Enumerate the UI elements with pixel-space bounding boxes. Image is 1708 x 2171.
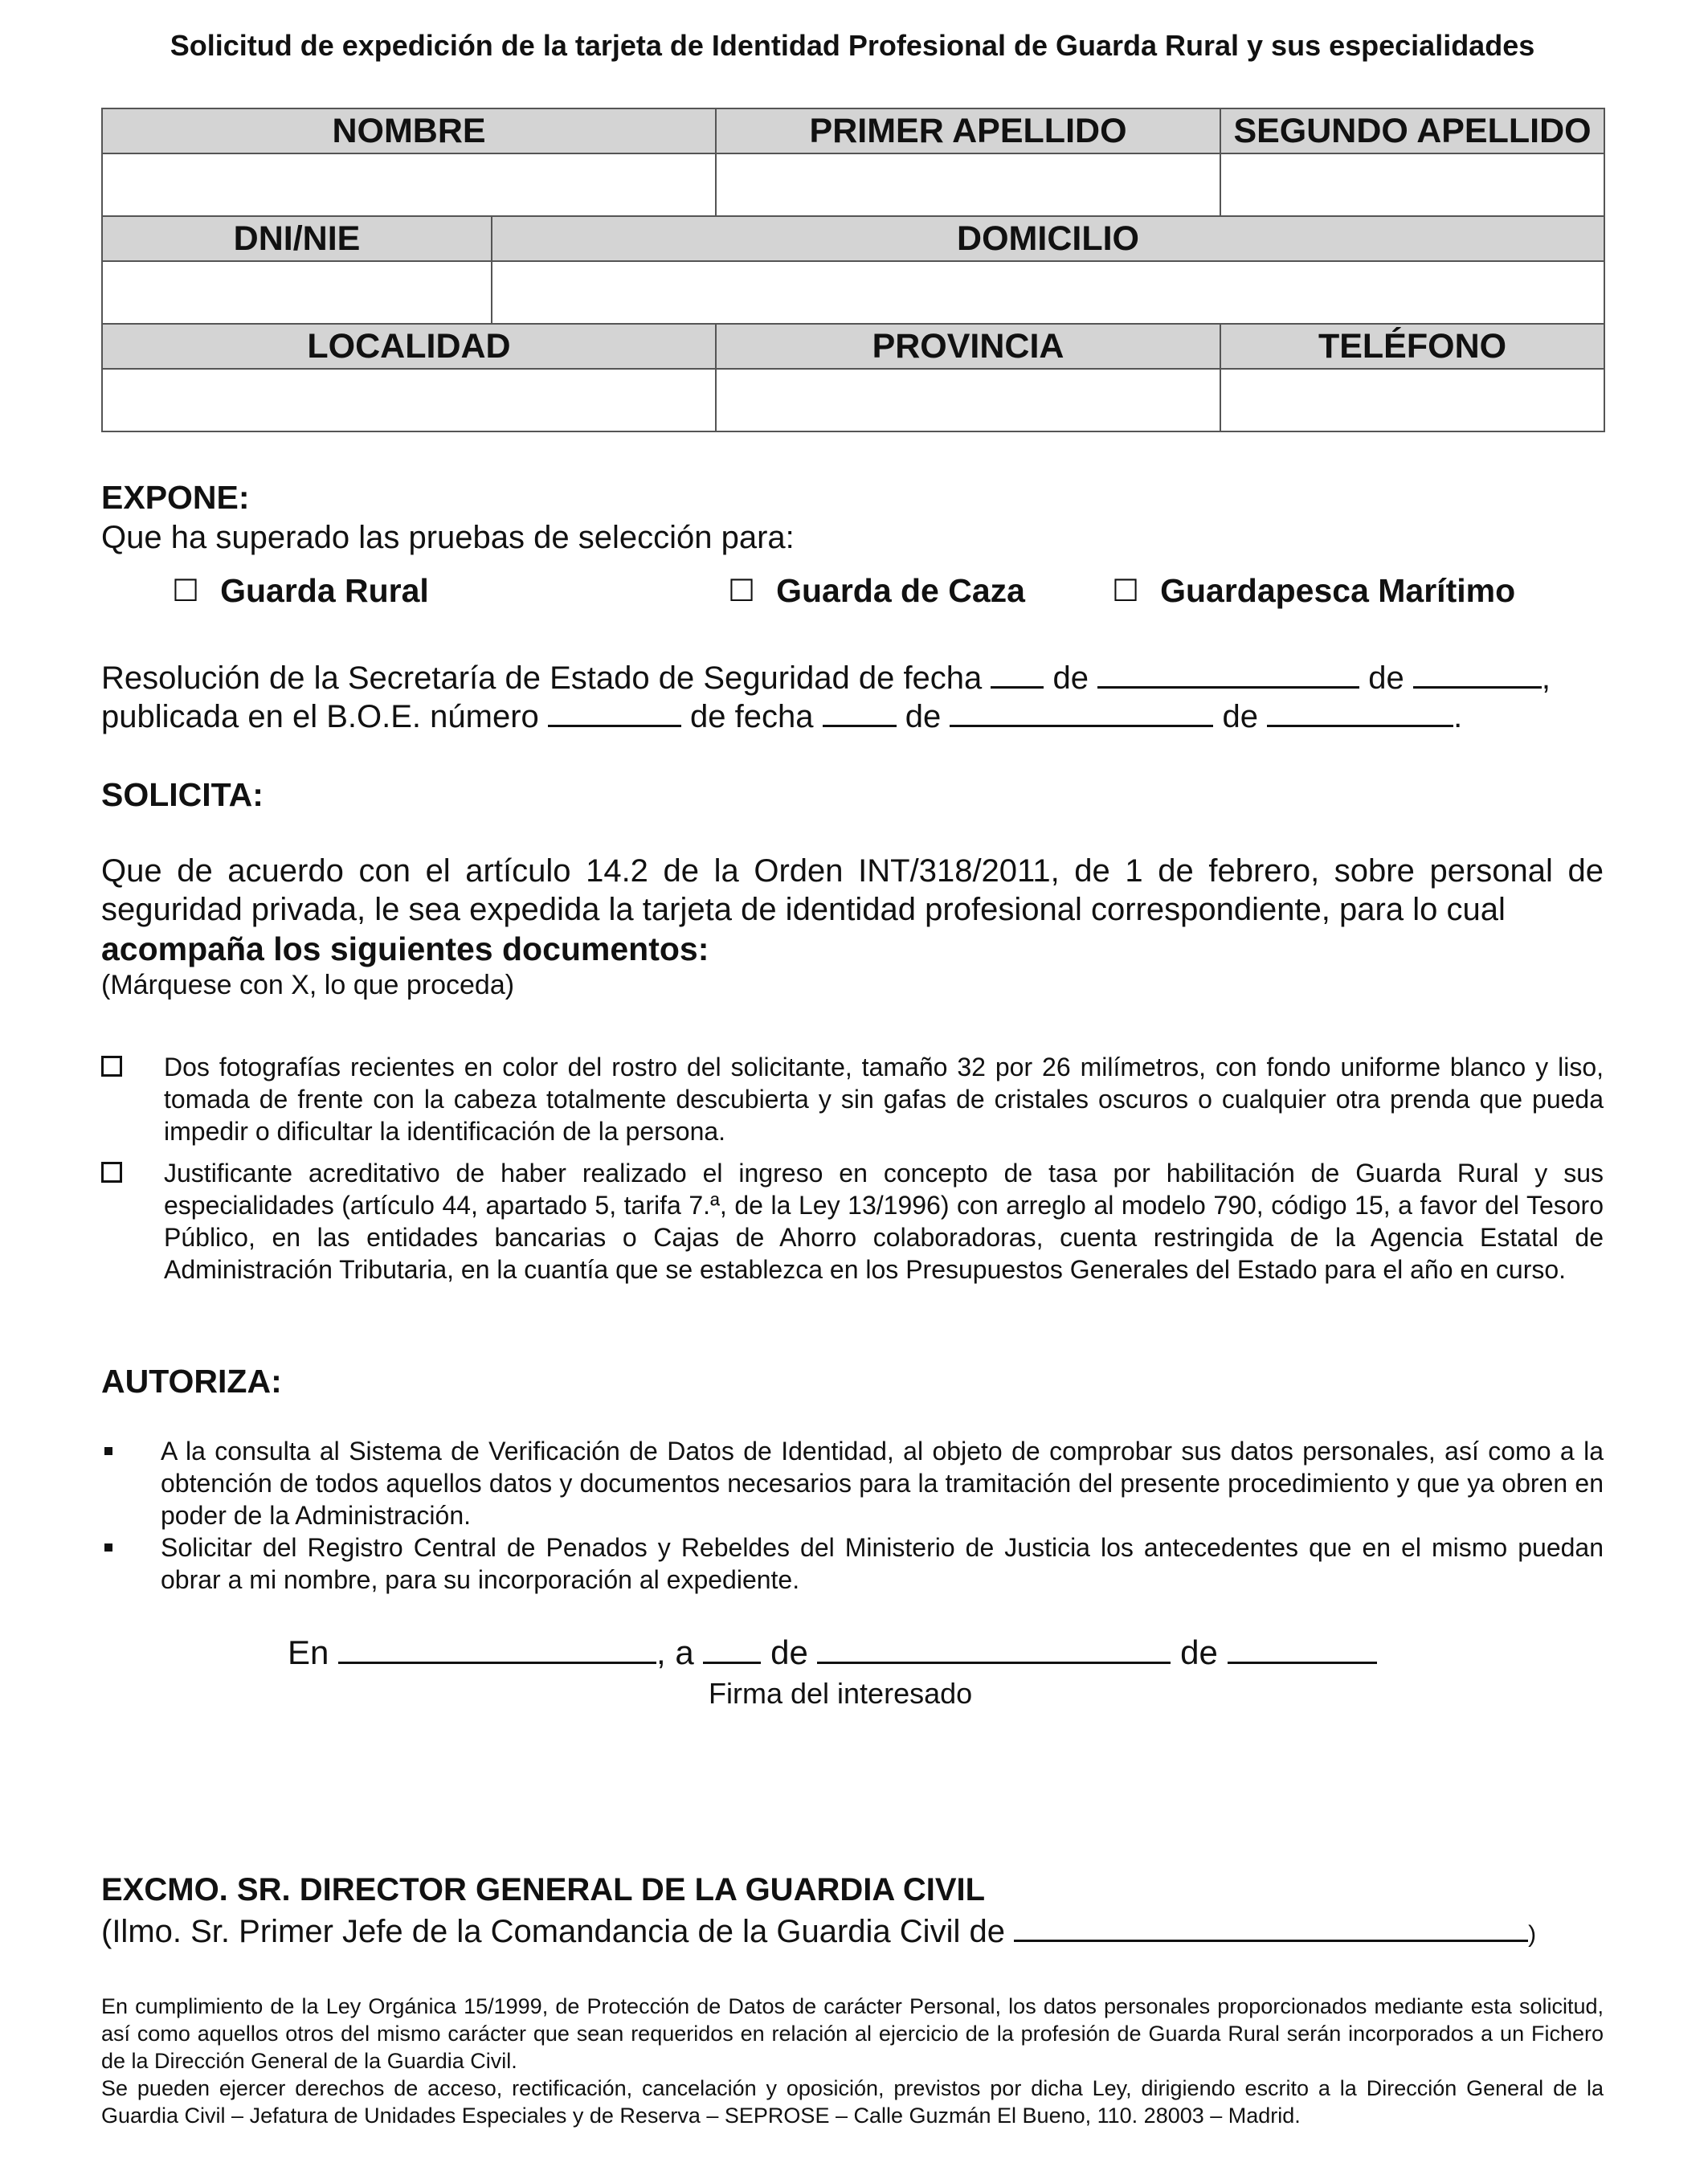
recipient-subtitle bbox=[101, 1911, 1536, 1954]
document-checkbox[interactable] bbox=[101, 1056, 122, 1077]
de-text: de bbox=[1222, 699, 1258, 734]
expone-heading: EXPONE: bbox=[101, 479, 250, 516]
comma-text: , bbox=[1541, 660, 1551, 696]
solicita-bold-line: acompaña los siguientes documentos: bbox=[101, 930, 709, 967]
nombre-cell bbox=[102, 153, 716, 216]
option-guarda-rural[interactable] bbox=[172, 572, 429, 610]
document-text: Dos fotografías recientes en color del rostro del solicitante, tamaño 32 por 26 milímetros, con fondo uniforme blanco y liso, tomada de frente con la cabeza totalmente descubierta y sin gafas de cristales oscuros o cualquier otra prenda que pueda impedir o dificultar la identificación de la persona. bbox=[164, 1053, 1604, 1146]
bullet-icon bbox=[104, 1543, 112, 1552]
publicada-line bbox=[101, 696, 1604, 736]
header-segundo-apellido: SEGUNDO APELLIDO bbox=[1220, 108, 1604, 153]
resolucion-month-blank[interactable] bbox=[1097, 657, 1359, 689]
checkbox-icon[interactable]: ☐ bbox=[172, 574, 200, 608]
telefono-cell bbox=[1220, 369, 1604, 431]
expone-intro: Que ha superado las pruebas de selección para: bbox=[101, 520, 795, 555]
personal-data-table bbox=[101, 108, 1605, 432]
autoriza-item bbox=[101, 1435, 1604, 1531]
domicilio-cell bbox=[492, 261, 1604, 324]
option-label: Guarda Rural bbox=[220, 572, 429, 609]
solicita-note: (Márquese con X, lo que proceda) bbox=[101, 970, 515, 1000]
resolucion-year-blank[interactable] bbox=[1413, 657, 1542, 689]
solicita-heading: SOLICITA: bbox=[101, 776, 264, 813]
dni-nie-field[interactable] bbox=[103, 262, 491, 323]
solicita-paragraph: Que de acuerdo con el artículo 14.2 de la Orden INT/318/2011, de 1 de febrero, sobre personal de seguridad privada, le sea expedida la tarjeta de identidad profesional correspondiente, para lo cual bbox=[101, 853, 1604, 927]
de-text: de bbox=[770, 1633, 808, 1671]
month-blank[interactable] bbox=[817, 1633, 1171, 1664]
primer-apellido-cell bbox=[716, 153, 1220, 216]
header-telefono: TELÉFONO bbox=[1220, 324, 1604, 369]
recipient-title: EXCMO. SR. DIRECTOR GENERAL DE LA GUARDIA CIVIL bbox=[101, 1872, 986, 1907]
year-blank[interactable] bbox=[1228, 1633, 1377, 1664]
de-text: de bbox=[1368, 660, 1404, 696]
data-protection-notice: En cumplimiento de la Ley Orgánica 15/1999, de Protección de Datos de carácter Personal, los datos personales proporcionados mediante esta solicitud, así como aquellos otros del mismo carácter que sean requeridos en relación al ejercicio de la profesión de Guarda Rural serán incorporados a un Fichero de la Dirección General de la Guardia Civil. bbox=[101, 1994, 1604, 2073]
header-nombre: NOMBRE bbox=[102, 108, 716, 153]
document-text: Justificante acreditativo de haber realizado el ingreso en concepto de tasa por habilitación de Guarda Rural y sus especialidades (artículo 44, apartado 5, tarifa 7.ª, de la Ley 13/1996) con arreglo al modelo 790, código 15, a favor del Tesoro Público, en las entidades bancarias o Cajas de Ahorro colaboradoras, cuenta restringida de la Agencia Estatal de Administración Tributaria, en la cuantía que se establezca en los Presupuestos Generales del Estado para el año en curso. bbox=[164, 1159, 1604, 1284]
segundo-apellido-field[interactable] bbox=[1221, 154, 1604, 215]
document-title: Solicitud de expedición de la tarjeta de Identidad Profesional de Guarda Rural y sus especialidades bbox=[170, 29, 1535, 62]
autoriza-text: Solicitar del Registro Central de Penados y Rebeldes del Ministerio de Justicia los antecedentes que en el mismo puedan obrar a mi nombre, para su incorporación al expediente. bbox=[161, 1533, 1604, 1594]
signature-label: Firma del interesado bbox=[709, 1677, 973, 1710]
de-text: de bbox=[905, 699, 942, 734]
day-blank[interactable] bbox=[703, 1633, 761, 1664]
a-text: , a bbox=[656, 1633, 694, 1671]
checkbox-icon[interactable]: ☐ bbox=[728, 574, 756, 608]
primer-apellido-field[interactable] bbox=[717, 154, 1220, 215]
resolucion-text: Resolución de la Secretaría de Estado de Seguridad de fecha bbox=[101, 660, 983, 696]
option-guarda-caza[interactable] bbox=[728, 572, 1025, 610]
boe-day-blank[interactable] bbox=[823, 696, 897, 727]
autoriza-item bbox=[101, 1531, 1604, 1596]
place-blank[interactable] bbox=[338, 1633, 656, 1664]
provincia-field[interactable] bbox=[717, 370, 1220, 431]
resolucion-day-blank[interactable] bbox=[991, 657, 1044, 689]
boe-year-blank[interactable] bbox=[1267, 696, 1453, 727]
checkbox-icon[interactable]: ☐ bbox=[1112, 574, 1140, 608]
autoriza-heading: AUTORIZA: bbox=[101, 1363, 282, 1400]
provincia-cell bbox=[716, 369, 1220, 431]
telefono-field[interactable] bbox=[1221, 370, 1604, 431]
autoriza-text: A la consulta al Sistema de Verificación de Datos de Identidad, al objeto de comprobar sus datos personales, así como a la obtención de todos aquellos datos y documentos necesarios para la tramitación del presente procedimiento y que ya obren en poder de la Administración. bbox=[161, 1437, 1604, 1530]
header-dni-nie: DNI/NIE bbox=[102, 216, 492, 261]
dni-nie-cell bbox=[102, 261, 492, 324]
recipient-text: (Ilmo. Sr. Primer Jefe de la Comandancia de la Guardia Civil de bbox=[101, 1914, 1005, 1949]
option-label: Guardapesca Marítimo bbox=[1160, 572, 1516, 609]
segundo-apellido-cell bbox=[1220, 153, 1604, 216]
de-text: de bbox=[1052, 660, 1089, 696]
rights-notice: Se pueden ejercer derechos de acceso, rectificación, cancelación y oposición, previstos por dicha Ley, dirigiendo escrito a la Dirección General de la Guardia Civil – Jefatura de Unidades Especiales y de Reserva – SEPROSE – Calle Guzmán El Bueno, 110. 28003 – Madrid. bbox=[101, 2076, 1604, 2128]
document-item bbox=[101, 1051, 1604, 1147]
bullet-icon bbox=[104, 1447, 112, 1455]
document-checkbox[interactable] bbox=[101, 1162, 122, 1183]
localidad-cell bbox=[102, 369, 716, 431]
close-paren: ) bbox=[1528, 1921, 1537, 1948]
document-item bbox=[101, 1157, 1604, 1286]
localidad-field[interactable] bbox=[103, 370, 715, 431]
signature-line bbox=[288, 1633, 1377, 1672]
option-guardapesca-maritimo[interactable] bbox=[1112, 572, 1515, 610]
option-label: Guarda de Caza bbox=[776, 572, 1025, 609]
resolucion-line bbox=[101, 657, 1604, 697]
publicada-text: publicada en el B.O.E. número bbox=[101, 699, 539, 734]
period-text: . bbox=[1453, 699, 1463, 734]
domicilio-field[interactable] bbox=[492, 262, 1604, 323]
en-text: En bbox=[288, 1633, 329, 1671]
de-text: de bbox=[1180, 1633, 1218, 1671]
header-localidad: LOCALIDAD bbox=[102, 324, 716, 369]
de-fecha-text: de fecha bbox=[690, 699, 814, 734]
comandancia-blank[interactable] bbox=[1014, 1911, 1528, 1942]
boe-number-blank[interactable] bbox=[548, 696, 681, 727]
header-provincia: PROVINCIA bbox=[716, 324, 1220, 369]
header-primer-apellido: PRIMER APELLIDO bbox=[716, 108, 1220, 153]
header-domicilio: DOMICILIO bbox=[492, 216, 1604, 261]
nombre-field[interactable] bbox=[103, 154, 715, 215]
boe-month-blank[interactable] bbox=[950, 696, 1213, 727]
